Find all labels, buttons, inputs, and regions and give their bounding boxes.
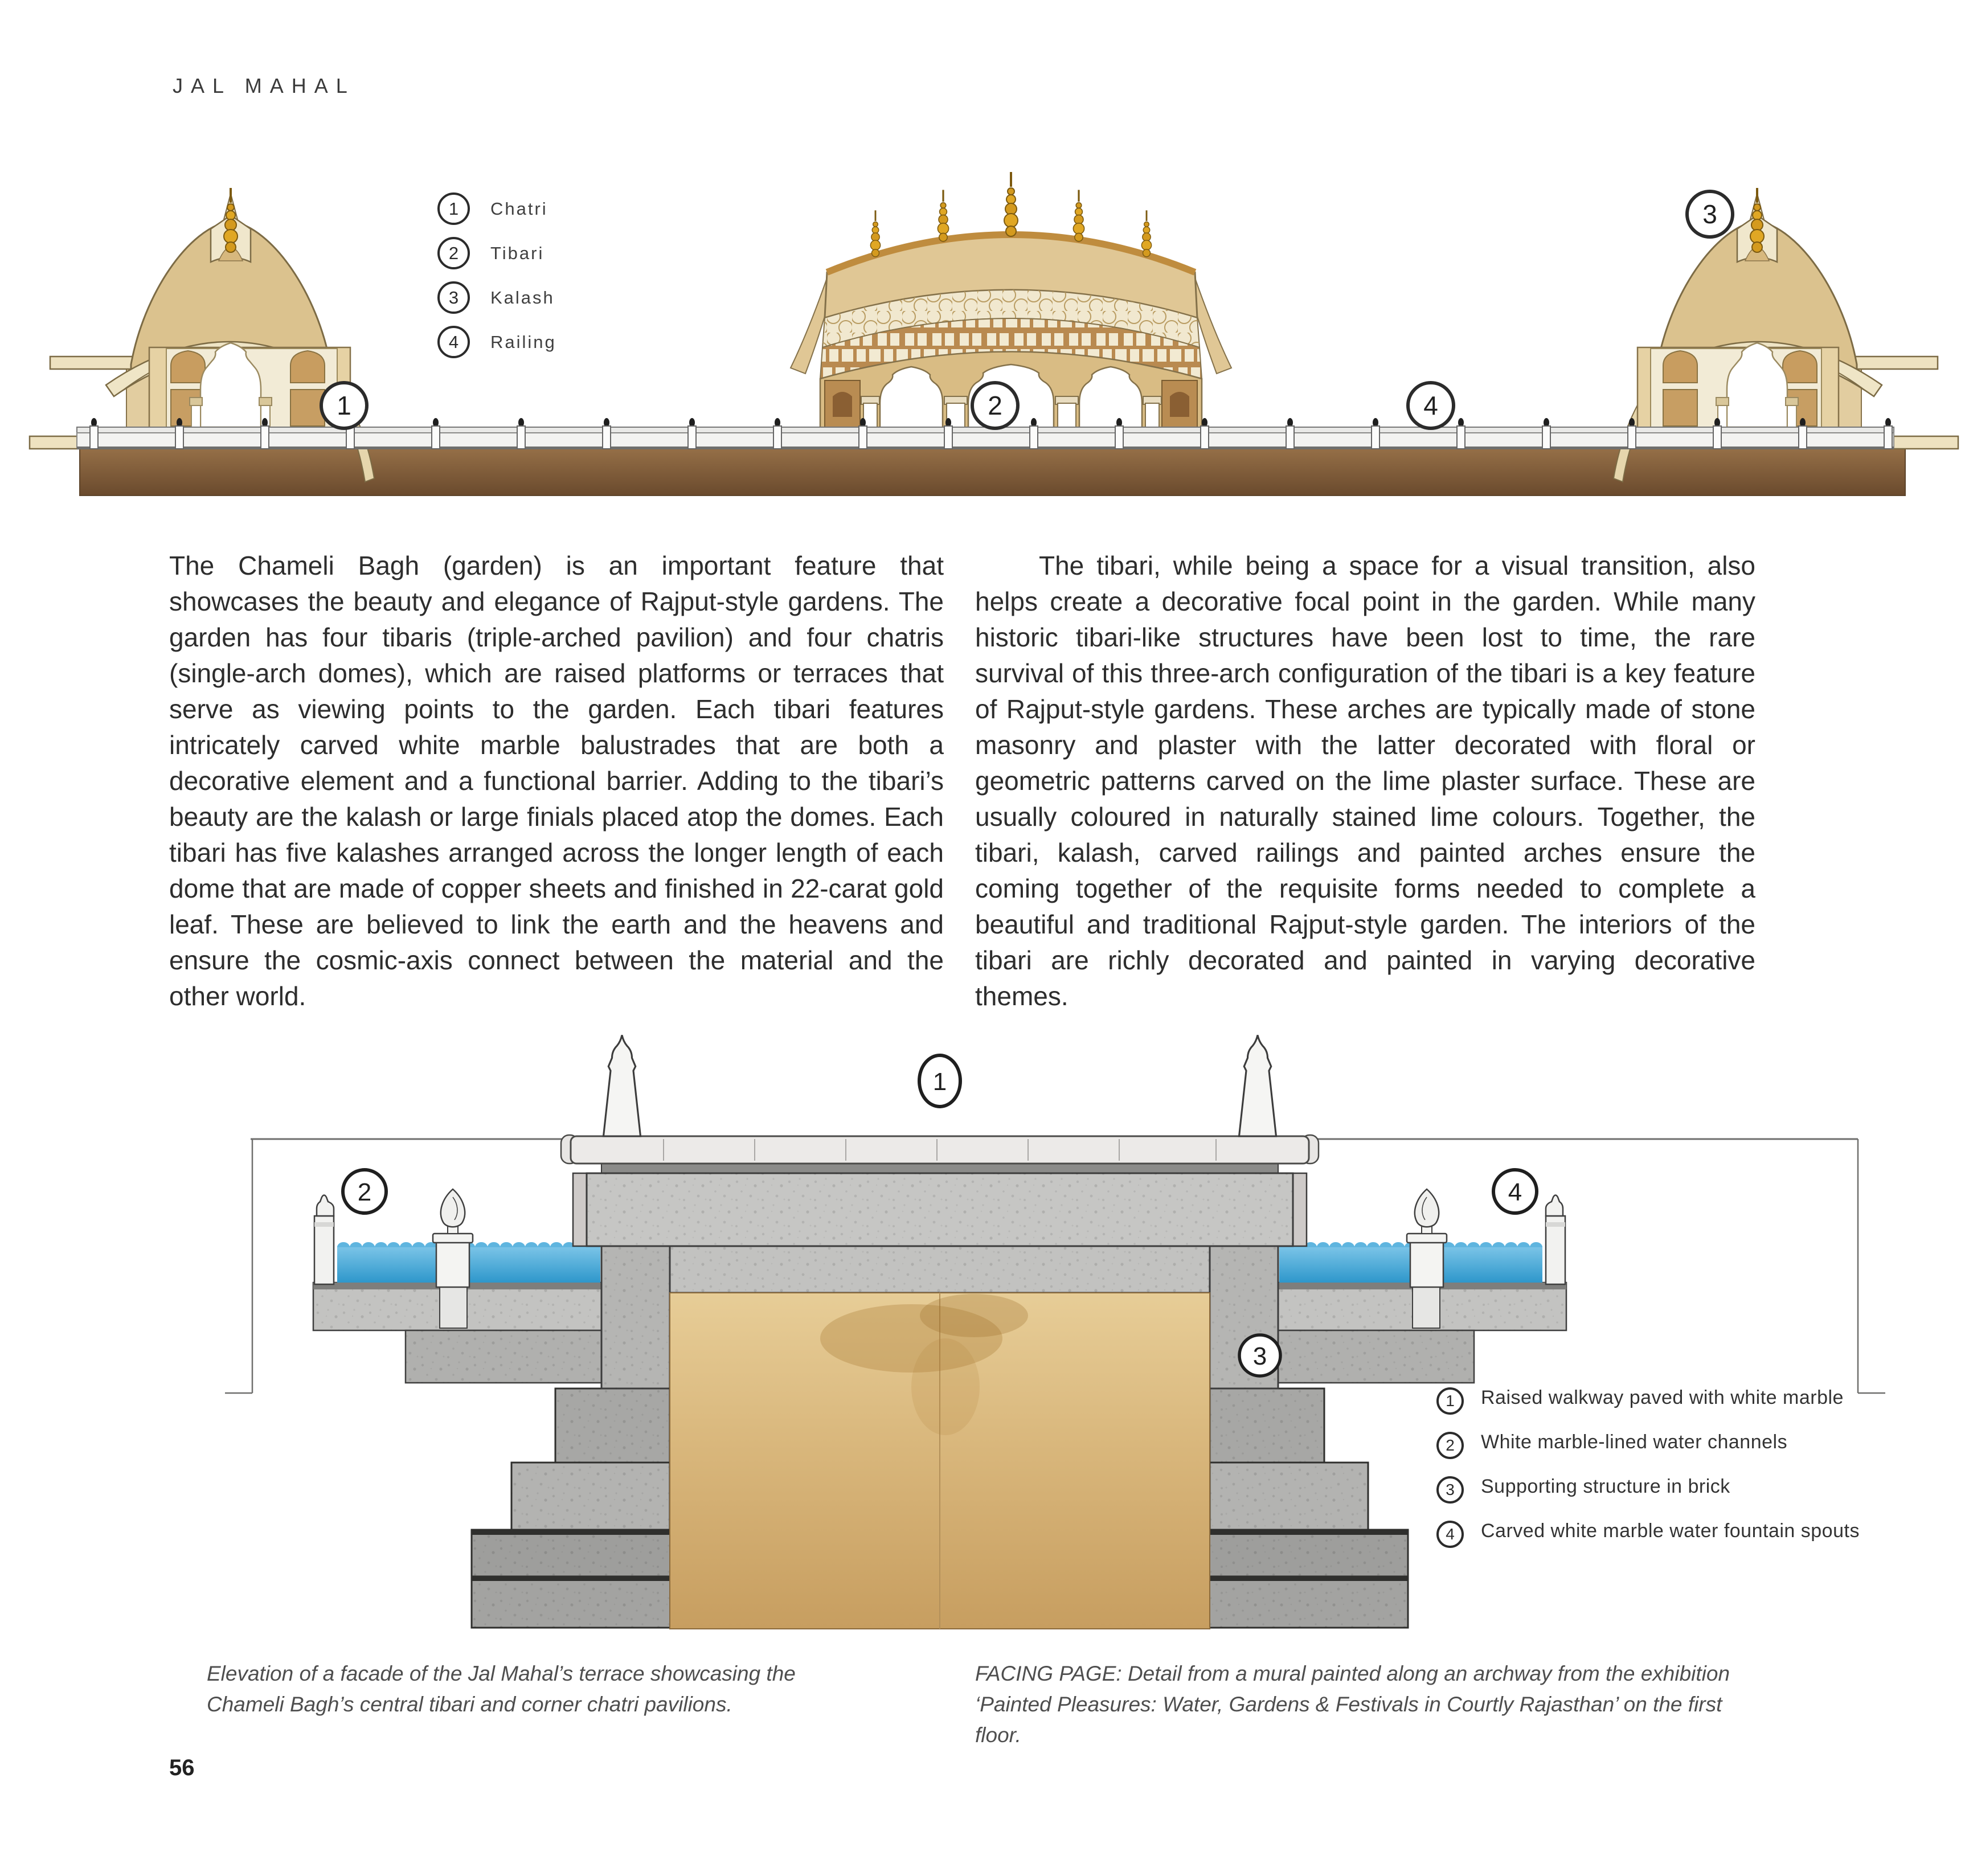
legend-label-chatri: Chatri bbox=[490, 198, 548, 219]
marker-b4: 4 bbox=[1508, 1178, 1522, 1206]
legend-label-fountain-spouts: Carved white marble water fountain spouts bbox=[1481, 1520, 1860, 1542]
legend-item bbox=[1436, 1518, 1869, 1548]
legend-label-kalash: Kalash bbox=[490, 287, 555, 308]
marker-1: 1 bbox=[337, 391, 351, 420]
legend-item bbox=[1436, 1474, 1869, 1504]
legend-label-water-channels: White marble-lined water channels bbox=[1481, 1431, 1788, 1453]
legend-num-4: 4 bbox=[1436, 1521, 1464, 1548]
legend-item bbox=[1436, 1385, 1869, 1415]
legend-num-4: 4 bbox=[437, 326, 470, 358]
terrace-platform bbox=[80, 449, 1905, 495]
legend-num-3: 3 bbox=[437, 281, 470, 314]
page-number: 56 bbox=[169, 1755, 195, 1780]
body-text-column-left: The Chameli Bagh (garden) is an important feature that showcases the beauty and elegance of Rajput-style gardens. The garden has four tibaris (triple-arched pavilion) and four chatris (single-arch domes), which are raised platforms or terraces that serve as viewing points to the garden. Each tibari features intricately carved white marble balustrades that are both a decorative element and a functional barrier. Adding to the tibari’s beauty are the kalash or large finials placed atop the domes. Each tibari has five kalashes arranged across the longer length of each dome that are made of copper sheets and finished in 22-carat gold leaf. These are believed to link the earth and the heavens and ensure the cosmic-axis connect between the material and the other world. bbox=[169, 551, 944, 1011]
legend-item bbox=[437, 192, 556, 225]
caption-right: FACING PAGE: Detail from a mural painted along an archway from the exhibition ‘Painted Pleasures: Water, Gardens & Festivals in Courtly Rajasthan’ on the first floor. bbox=[975, 1662, 1730, 1747]
body-text-column-right: The tibari, while being a space for a visual transition, also helps create a decorative focal point in the garden. While many historic tibari-like structures have been lost to time, the rare survival of this three-arch configuration of the tibari is a key feature of Rajput-style gardens. These arches are typically made of stone masonry and plaster with the latter decorated with floral or geometric patterns carved on the lime plaster surface. These are usually coloured in naturally stained lime colours. Together, the tibari, kalash, carved railings and painted arches ensure the coming together of the requisite forms needed to complete a beautiful and traditional Rajput-style garden. The interiors of the tibari are richly decorated and painted in varying decorative themes. bbox=[975, 551, 1755, 1011]
legend-num-2: 2 bbox=[1436, 1432, 1464, 1459]
legend-num-2: 2 bbox=[437, 237, 470, 269]
legend-label-brick-structure: Supporting structure in brick bbox=[1481, 1476, 1730, 1497]
marker-b1: 1 bbox=[932, 1068, 947, 1096]
legend-label-walkway: Raised walkway paved with white marble bbox=[1481, 1387, 1844, 1408]
top-figure-legend bbox=[437, 192, 556, 370]
central-structure bbox=[561, 1035, 1319, 1629]
legend-num-1: 1 bbox=[437, 192, 470, 225]
legend-num-1: 1 bbox=[1436, 1387, 1464, 1415]
legend-label-railing: Railing bbox=[490, 331, 556, 352]
legend-item bbox=[437, 281, 556, 314]
legend-item bbox=[1436, 1429, 1869, 1459]
marker-4: 4 bbox=[1423, 391, 1438, 420]
legend-item bbox=[437, 326, 556, 358]
marker-3: 3 bbox=[1702, 199, 1717, 229]
legend-num-3: 3 bbox=[1436, 1476, 1464, 1504]
marker-2: 2 bbox=[988, 391, 1002, 420]
terrace-elevation-figure bbox=[0, 159, 1969, 513]
legend-label-tibari: Tibari bbox=[490, 243, 545, 263]
legend-item bbox=[437, 237, 556, 269]
bottom-figure-legend bbox=[1436, 1385, 1869, 1563]
caption-left: Elevation of a facade of the Jal Mahal’s terrace showcasing the Chameli Bagh’s central tibari and corner chatri pavilions. bbox=[207, 1662, 796, 1716]
marker-b3: 3 bbox=[1252, 1342, 1267, 1370]
marble-walkway bbox=[561, 1135, 1319, 1164]
page-title: JAL MAHAL bbox=[173, 74, 355, 97]
marker-b2: 2 bbox=[357, 1178, 372, 1206]
